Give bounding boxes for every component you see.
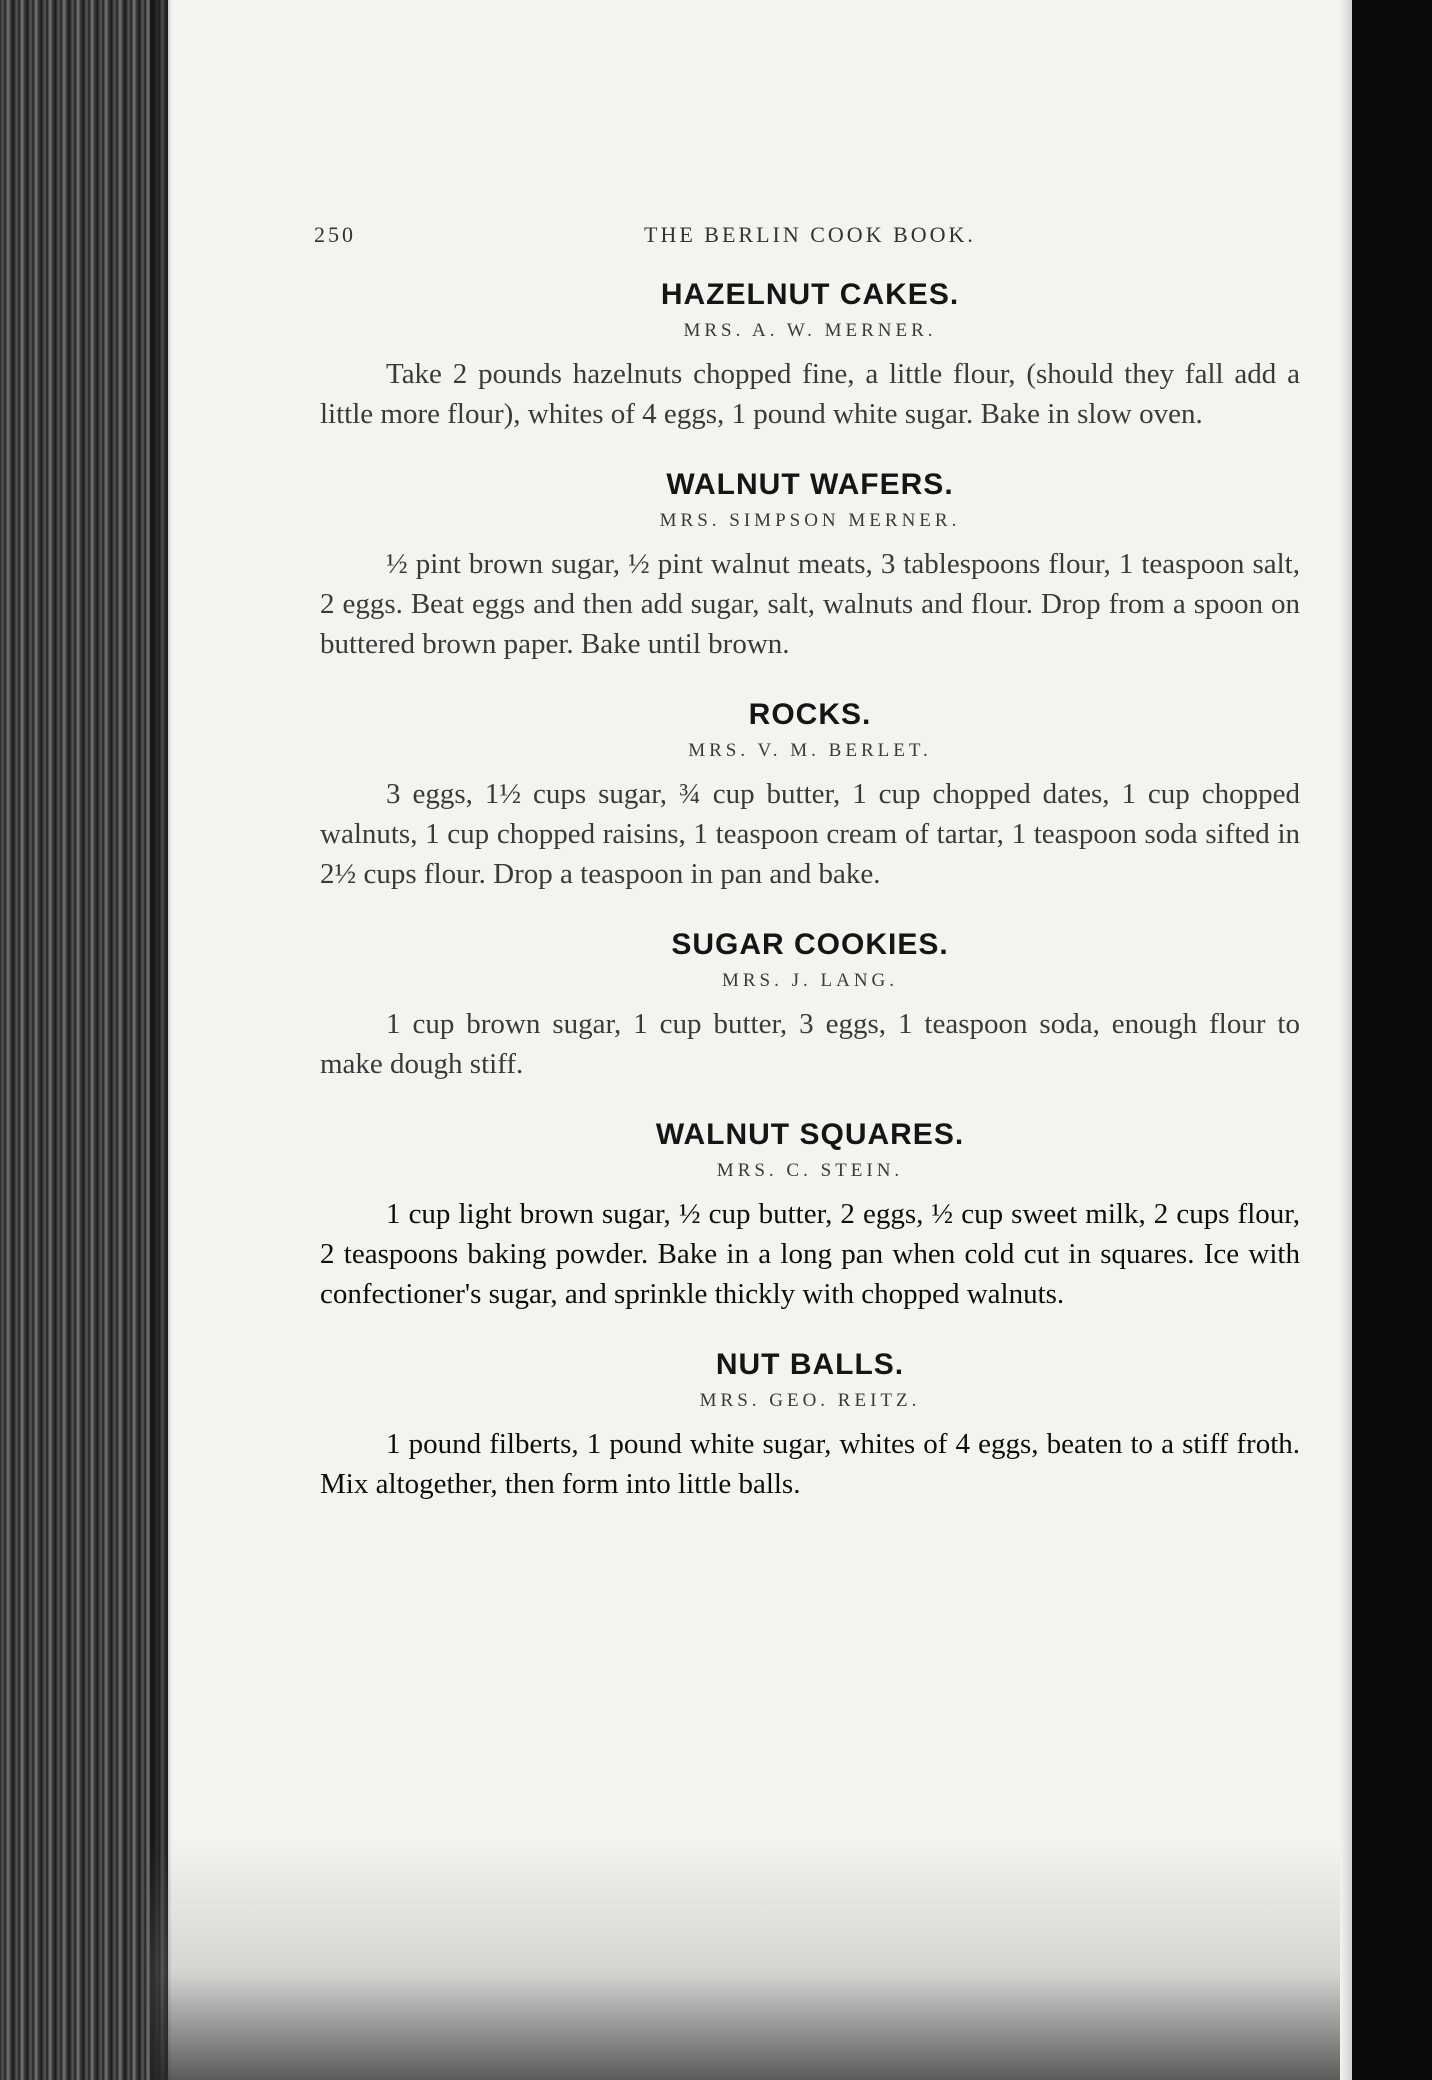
recipe-title: NUT BALLS. xyxy=(715,1348,905,1381)
recipe-text: 3 eggs, 1½ cups sugar, ¾ cup butter, 1 cup chopped dates, 1 cup chopped walnuts, 1 cup chopped raisins, 1 teaspoon cream of tartar, 1 teaspoon soda sifted in 2½ cups flour. Drop a teaspoon in pan and bake. xyxy=(320,778,1300,890)
recipe-text: ½ pint brown sugar, ½ pint walnut meats, 3 tablespoons flour, 1 teaspoon salt, 2 eggs. Beat eggs and then add sugar, salt, walnuts and flour. Drop from a spoon on buttered brown paper. Bake until brown. xyxy=(320,548,1300,660)
recipe-author: MRS. A. W. MERNER. xyxy=(683,320,937,341)
recipe-author: MRS. J. LANG. xyxy=(721,970,899,991)
recipe-title: WALNUT SQUARES. xyxy=(655,1118,965,1151)
recipe-author: MRS. V. M. BERLET. xyxy=(688,740,932,761)
running-head xyxy=(314,222,1300,262)
page-edge xyxy=(1340,0,1352,2080)
recipe-text: 1 cup brown sugar, 1 cup butter, 3 eggs, 1 teaspoon soda, enough flour to make dough stiff. xyxy=(320,1008,1300,1080)
recipe-text: 1 cup light brown sugar, ½ cup butter, 2 eggs, ½ cup sweet milk, 2 cups flour, 2 teaspoons baking powder. Bake in a long pan when cold cut in squares. Ice with confectioner's sugar, and sprinkle thickly with chopped walnuts. xyxy=(320,1198,1300,1310)
recipe-walnut-wafers xyxy=(320,468,1300,664)
recipe-title: SUGAR COOKIES. xyxy=(671,928,949,961)
book-page xyxy=(314,222,1300,1538)
book-spine xyxy=(0,0,168,2080)
recipe-title: WALNUT WAFERS. xyxy=(666,468,954,501)
recipe-sugar-cookies xyxy=(320,928,1300,1084)
recipe-nut-balls xyxy=(320,1348,1300,1504)
scan-border xyxy=(1352,0,1432,2080)
recipe-author: MRS. C. STEIN. xyxy=(716,1160,904,1181)
recipe-rocks xyxy=(320,698,1300,894)
page-number: 250 xyxy=(314,222,356,247)
page-shadow xyxy=(150,1840,1340,2080)
book-title: THE BERLIN COOK BOOK. xyxy=(644,222,976,247)
recipe-text: Take 2 pounds hazelnuts chopped fine, a little flour, (should they fall add a little more flour), whites of 4 eggs, 1 pound white sugar. Bake in slow oven. xyxy=(320,358,1300,430)
recipe-author: MRS. GEO. REITZ. xyxy=(699,1390,921,1411)
recipe-walnut-squares xyxy=(320,1118,1300,1314)
recipe-title: HAZELNUT CAKES. xyxy=(660,278,960,311)
recipe-title: ROCKS. xyxy=(748,698,872,731)
recipe-text: 1 pound filberts, 1 pound white sugar, whites of 4 eggs, beaten to a stiff froth. Mix altogether, then form into little balls. xyxy=(320,1428,1300,1500)
recipe-hazelnut-cakes xyxy=(320,278,1300,434)
recipe-author: MRS. SIMPSON MERNER. xyxy=(659,510,961,531)
